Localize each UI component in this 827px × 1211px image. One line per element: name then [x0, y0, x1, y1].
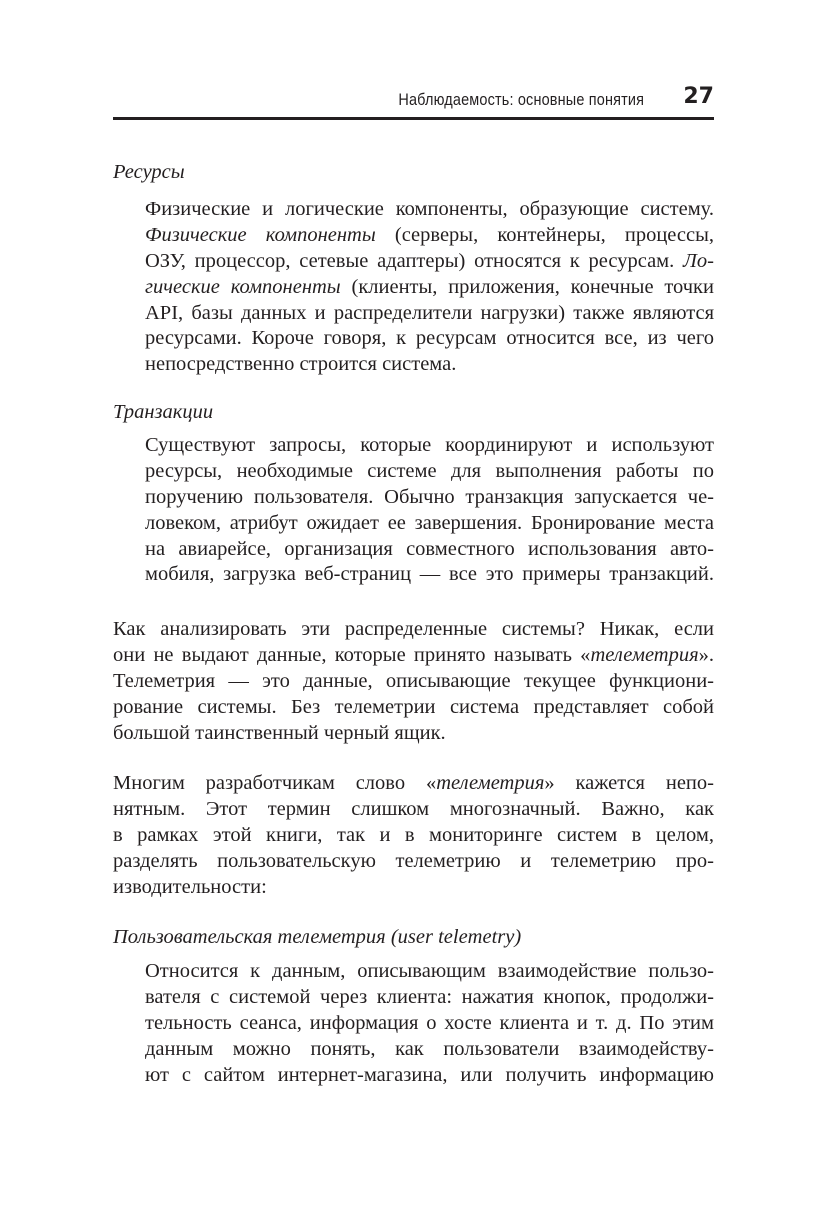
paragraph [113, 617, 714, 746]
text: ют с сайтом интернет-магазина, или получить информацию [145, 1063, 714, 1086]
text-line [145, 433, 714, 459]
text-line [145, 197, 714, 223]
text: они не выдают данные, которые принято называть « [113, 643, 591, 666]
text-line [113, 875, 714, 901]
text: API, базы данных и распределители нагрузки) также являются [145, 301, 714, 324]
text-line [145, 223, 714, 249]
term-heading [113, 400, 714, 426]
text: Относится к данным, описывающим взаимодействие пользо- [145, 960, 714, 982]
text-line [145, 459, 714, 485]
italic-text: Пользовательская телеметрия (user telemetry) [113, 926, 522, 948]
text: вателя с системой через клиента: нажатия кнопок, продолжи- [145, 985, 714, 1008]
text: мобиля, загрузка веб-страниц — все это примеры транзакций. [145, 563, 714, 586]
text: Телеметрия — это данные, описывающие текущее функциони- [113, 669, 714, 692]
text: непосредственно строится система. [145, 353, 457, 376]
italic-text: гические компоненты [145, 275, 341, 298]
text: ». [698, 643, 714, 666]
term-heading [113, 925, 714, 951]
italic-text: Физические компоненты [145, 223, 376, 246]
italic-text: телеметрия [590, 643, 699, 666]
text-line [145, 352, 714, 378]
text: (клиенты, приложения, конечные точки [340, 275, 714, 298]
text-line [113, 797, 714, 823]
text-line [145, 301, 714, 327]
text: Существуют запросы, которые координируют и используют [145, 434, 714, 456]
text-line [145, 562, 714, 588]
text-line [145, 511, 714, 537]
text: Физические и логические компоненты, образующие систему. [145, 198, 714, 220]
text-line [145, 275, 714, 301]
running-title: Наблюдаемость: основные понятия [398, 90, 644, 109]
text-line [113, 849, 714, 875]
page-number: 27 [683, 84, 714, 109]
text-line [113, 925, 714, 951]
text-line [145, 249, 714, 275]
text-line [145, 537, 714, 563]
header-rule [113, 117, 714, 120]
text-line [145, 959, 714, 985]
text-line [113, 669, 714, 695]
text: большой таинственный черный ящик. [113, 721, 446, 744]
text: тельность сеанса, информация о хосте клиента и т. д. По этим [145, 1011, 714, 1034]
page-header [113, 86, 714, 116]
text-line [113, 617, 714, 643]
text-line [145, 1011, 714, 1037]
text: ОЗУ, процессор, сетевые адаптеры) относятся к ресурсам. [145, 249, 684, 272]
text-line [113, 695, 714, 721]
text-line [113, 823, 714, 849]
text-line [113, 400, 714, 426]
text: нятным. Этот термин слишком многозначный. Важно, как [113, 797, 714, 820]
italic-text: Ресурсы [113, 161, 185, 183]
text: на авиарейсе, организация совместного использования авто- [145, 537, 714, 560]
text-line [145, 1063, 714, 1089]
term-heading [113, 160, 714, 186]
text: ловеком, атрибут ожидает ее завершения. Бронирование места [145, 511, 714, 534]
text: в рамках этой книги, так и в мониторинге систем в целом, [113, 823, 714, 846]
term-definition [145, 197, 714, 378]
text: данным можно понять, как пользователи взаимодейству- [145, 1037, 714, 1060]
text: ресурсами. Короче говоря, к ресурсам относится все, из чего [145, 327, 714, 350]
text: Как анализировать эти распределенные системы? Никак, если [113, 618, 714, 640]
text-line [113, 721, 714, 747]
text-line [145, 985, 714, 1011]
text: (серверы, контейнеры, процессы, [375, 223, 714, 246]
text-line [145, 1037, 714, 1063]
text: разделять пользовательскую телеметрию и телеметрию про- [113, 849, 714, 872]
text: ресурсы, необходимые системе для выполнения работы по [145, 459, 714, 482]
text-line [145, 326, 714, 352]
text: Многим разработчикам слово « [113, 772, 437, 794]
text-line [113, 771, 714, 797]
text: » кажется непо- [544, 772, 714, 794]
text-line [113, 643, 714, 669]
text: рование системы. Без телеметрии система представляет собой [113, 695, 714, 718]
text-line [113, 160, 714, 186]
text: изводительности: [113, 875, 267, 898]
term-definition [145, 433, 714, 588]
italic-text: Ло- [683, 249, 714, 272]
text-line [145, 485, 714, 511]
italic-text: Транзакции [113, 401, 214, 423]
paragraph [113, 771, 714, 900]
term-definition [145, 959, 714, 1088]
italic-text: телеметрия [436, 772, 545, 794]
text: поручению пользователя. Обычно транзакция запускается че- [145, 485, 714, 508]
